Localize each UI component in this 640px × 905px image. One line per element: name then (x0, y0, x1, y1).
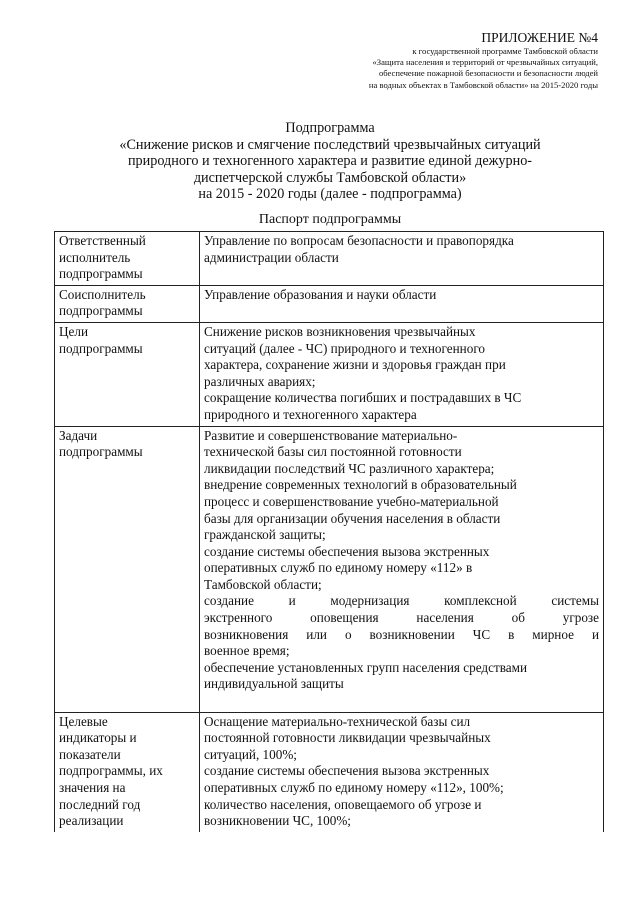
cell-text: подпрограммы (59, 444, 143, 460)
cell-text: Задачи (59, 427, 98, 443)
cell-text: Соисполнитель (59, 286, 146, 302)
row-label-cell (55, 232, 200, 286)
cell-text: возникновения или о возникновении ЧС в мирное и (204, 626, 599, 642)
cell-spacer (204, 693, 599, 710)
cell-text: значения на (59, 780, 126, 795)
cell-text: Оснащение материально-технической базы сил (204, 713, 471, 729)
subprogram-title (60, 120, 600, 203)
cell-text: Снижение рисков возникновения чрезвычайных (204, 323, 476, 339)
cell-text: базы для организации обучения населения в области (204, 510, 501, 526)
cell-text: Управление образования и науки области (204, 286, 437, 302)
cell-text: Тамбовской области; (204, 576, 322, 592)
row-label-cell (55, 322, 200, 426)
cell-text: создание системы обеспечения вызова экстренных (204, 763, 490, 779)
passport-table (54, 231, 604, 832)
cell-text: подпрограммы, их (59, 763, 163, 779)
row-value-cell (200, 322, 604, 426)
cell-text: индивидуальной защиты (204, 676, 344, 692)
cell-text: подпрограммы (59, 340, 143, 356)
appendix-line: «Защита населения и территорий от чрезвычайных ситуаций, (372, 57, 598, 68)
row-value-cell (200, 232, 604, 286)
appendix-block (298, 30, 598, 91)
cell-text: Управление по вопросам безопасности и правопорядка (204, 233, 514, 248)
title-line: Подпрограмма (285, 120, 375, 136)
cell-text: Развитие и совершенствование материально- (204, 427, 458, 443)
row-value-cell (200, 285, 604, 322)
cell-text: сокращение количества погибших и пострадавших в ЧС (204, 390, 522, 406)
cell-text: количество населения, оповещаемого об угрозе и (204, 796, 482, 812)
cell-text: ликвидации последствий ЧС различного характера; (204, 460, 495, 476)
cell-text: технической базы сил постоянной готовности (204, 444, 462, 460)
cell-text: создание системы обеспечения вызова экстренных (204, 543, 490, 559)
cell-text: ситуаций, 100%; (204, 746, 297, 762)
table-row (55, 712, 604, 832)
row-label-cell (55, 712, 200, 832)
table-row (55, 322, 604, 426)
cell-text: постоянной готовности ликвидации чрезвычайных (204, 730, 491, 746)
cell-text: подпрограммы (59, 303, 143, 319)
cell-text: процесс и совершенствование учебно-материальной (204, 493, 499, 509)
title-line: на 2015 - 2020 годы (далее - подпрограмма) (198, 186, 462, 203)
row-value-cell (200, 712, 604, 832)
cell-text: индикаторы и (59, 730, 137, 746)
cell-text: оперативных служб по единому номеру «112» в (204, 560, 473, 576)
cell-text: гражданской защиты; (204, 527, 326, 543)
cell-text: характера, сохранение жизни и здоровья граждан при (204, 357, 506, 373)
cell-text: ситуаций (далее - ЧС) природного и техногенного (204, 340, 485, 356)
cell-text: последний год (59, 796, 141, 812)
appendix-line: к государственной программе Тамбовской области (412, 46, 598, 56)
cell-text: военное время; (204, 643, 290, 659)
cell-text: Цели (59, 323, 89, 339)
passport-heading: Паспорт подпрограммы (258, 212, 402, 227)
cell-text: Ответственный (59, 233, 146, 248)
cell-text: возникновении ЧС, 100%; (204, 813, 351, 829)
table-row (55, 232, 604, 286)
row-label-cell (55, 426, 200, 712)
row-label-cell (55, 285, 200, 322)
cell-text: обеспечение установленных групп населения средствами (204, 659, 528, 675)
appendix-line: на водных объектах в Тамбовской области» на 2015-2020 годы (368, 79, 598, 90)
row-value-cell (200, 426, 604, 712)
title-line: диспетчерской службы Тамбовской области» (193, 169, 467, 186)
appendix-heading: ПРИЛОЖЕНИЕ №4 (481, 30, 598, 45)
cell-text: природного и техногенного характера (204, 406, 417, 422)
cell-text: администрации области (204, 249, 339, 265)
appendix-line: обеспечение пожарной безопасности и безопасности людей (378, 68, 598, 79)
cell-text: исполнитель (59, 249, 131, 265)
title-line: «Снижение рисков и смягчение последствий чрезвычайных ситуаций (119, 136, 541, 153)
table-row (55, 426, 604, 712)
title-line: природного и техногенного характера и развитие единой дежурно- (127, 153, 533, 170)
cell-text: подпрограммы (59, 266, 143, 282)
table-row (55, 285, 604, 322)
cell-text: различных авариях; (204, 373, 316, 389)
cell-text: Целевые (59, 713, 108, 729)
cell-text: создание и модернизация комплексной системы (204, 593, 599, 609)
cell-text: внедрение современных технологий в образовательный (204, 477, 517, 493)
cell-text: реализации (59, 813, 124, 829)
cell-text: экстренного оповещения населения об угрозе (204, 610, 599, 626)
cell-text: оперативных служб по единому номеру «112», 100%; (204, 780, 504, 795)
cell-text: показатели (59, 746, 121, 762)
